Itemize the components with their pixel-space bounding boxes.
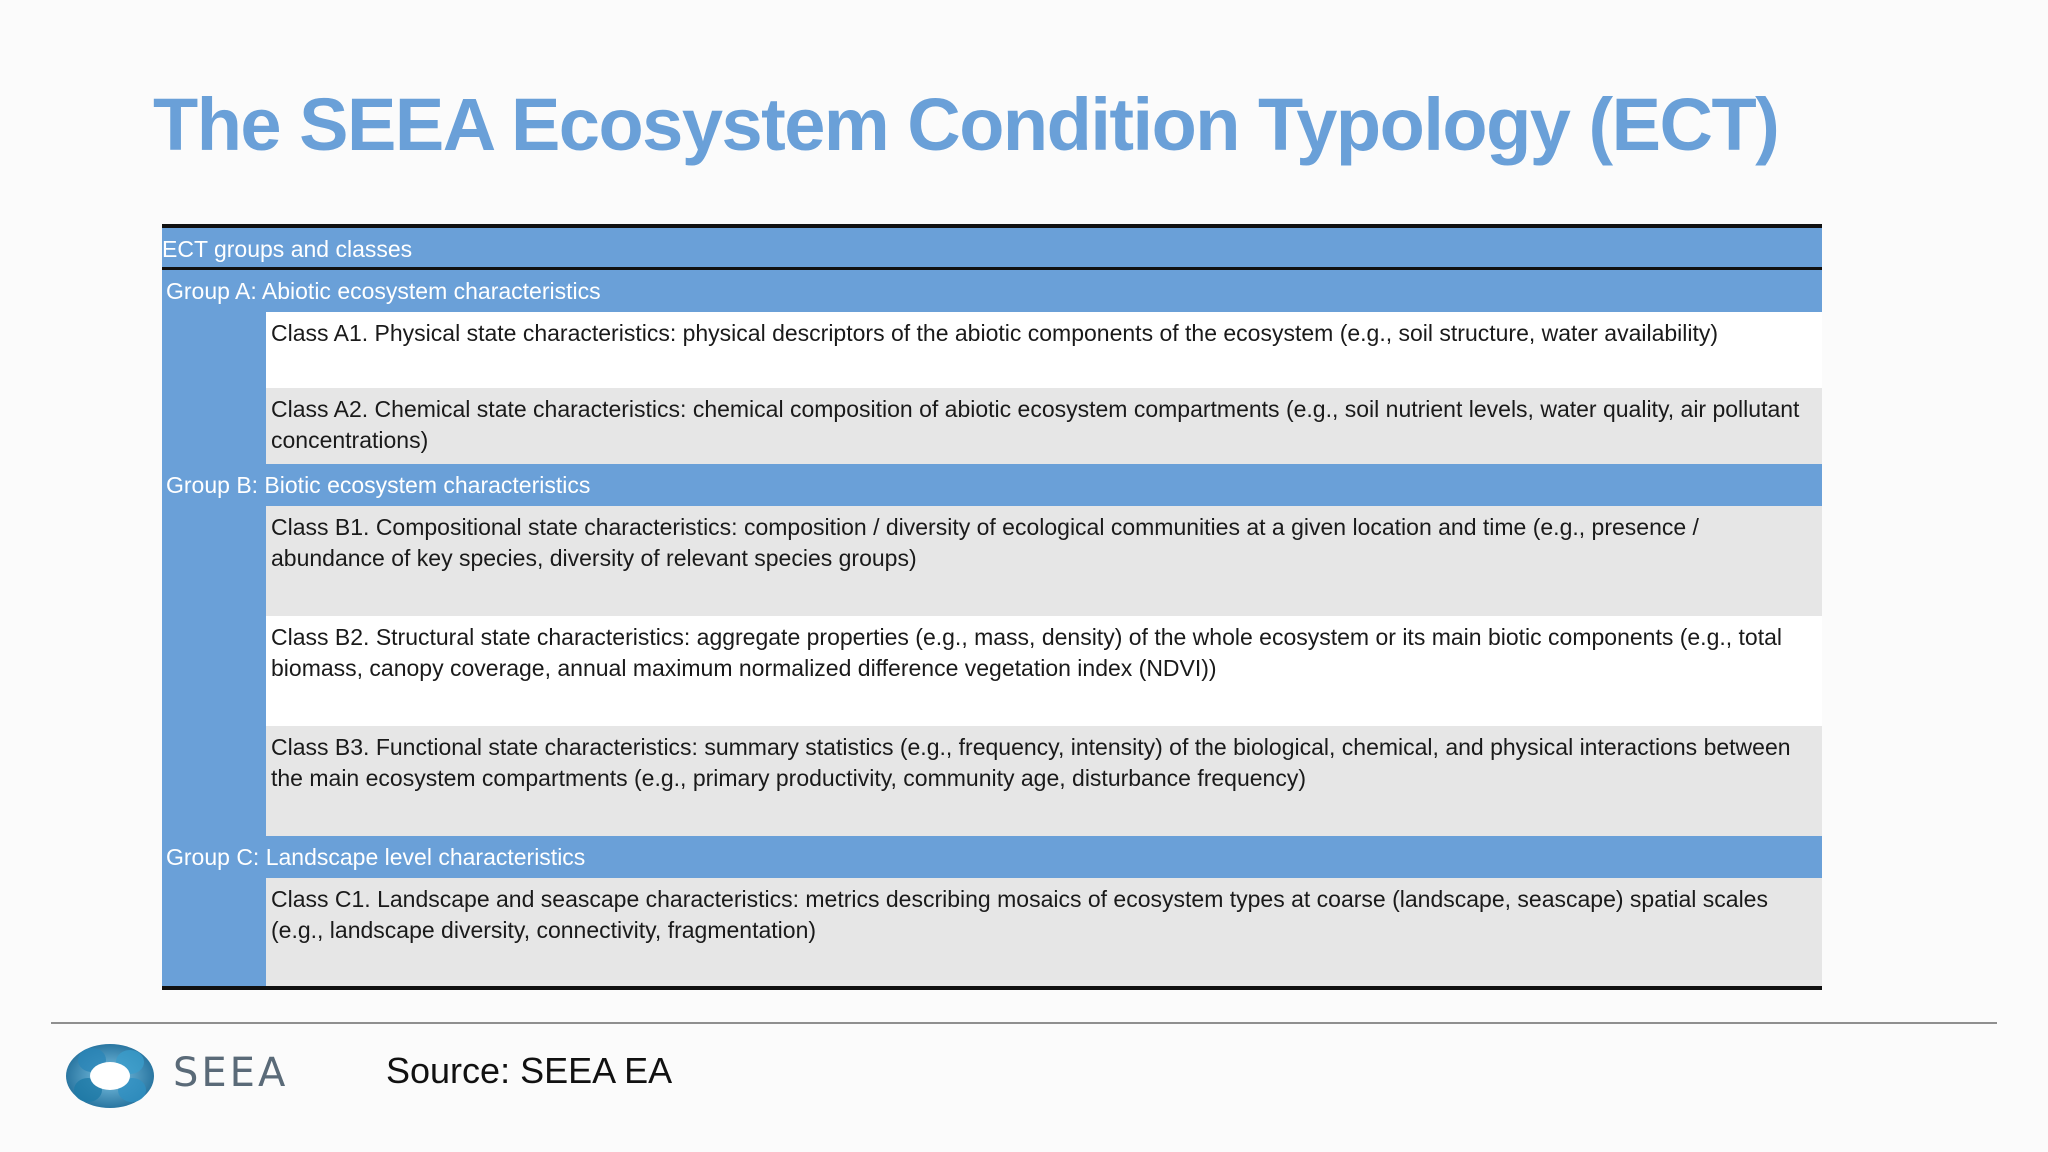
group-gutter [162,312,266,388]
class-b2-row [162,616,1822,726]
class-a2-row [162,388,1822,464]
footer-divider [51,1022,1997,1024]
source-citation: Source: SEEA EA [386,1050,673,1091]
seea-logo-icon [62,1040,158,1112]
class-b2-cell: Class B2. Structural state characteristics: aggregate properties (e.g., mass, density) of the whole ecosystem or its main biotic components (e.g., total biomass, canopy coverage, annual maximum normalized difference vegetation index (NDVI)) [266,616,1822,726]
group-gutter [162,616,266,726]
class-c1-cell: Class C1. Landscape and seascape characteristics: metrics describing mosaics of ecosystem types at coarse (landscape, seascape) spatial scales (e.g., landscape diversity, connectivity, fragmentation) [266,878,1822,986]
seea-logo-text: SEEA [173,1050,289,1096]
group-b-row: Group B: Biotic ecosystem characteristics [162,464,1822,506]
group-gutter [162,388,266,464]
class-b3-row [162,726,1822,836]
class-b3-cell: Class B3. Functional state characteristics: summary statistics (e.g., frequency, intensity) of the biological, chemical, and physical interactions between the main ecosystem compartments (e.g., primary productivity, community age, disturbance frequency) [266,726,1822,836]
ect-table [162,224,1822,990]
group-gutter [162,726,266,836]
group-a-row: Group A: Abiotic ecosystem characteristics [162,270,1822,312]
group-gutter [162,506,266,616]
slide-title: The SEEA Ecosystem Condition Typology (ECT) [153,83,1779,166]
class-c1-row [162,878,1822,986]
group-c-row: Group C: Landscape level characteristics [162,836,1822,878]
class-b1-row [162,506,1822,616]
group-gutter [162,878,266,986]
class-a2-cell: Class A2. Chemical state characteristics: chemical composition of abiotic ecosystem compartments (e.g., soil nutrient levels, water quality, air pollutant concentrations) [266,388,1822,464]
class-b1-cell: Class B1. Compositional state characteristics: composition / diversity of ecological communities at a given location and time (e.g., presence / abundance of key species, diversity of relevant species groups) [266,506,1822,616]
class-a1-row [162,312,1822,388]
table-header: ECT groups and classes [162,228,1822,270]
class-a1-cell: Class A1. Physical state characteristics: physical descriptors of the abiotic components of the ecosystem (e.g., soil structure, water availability) [266,312,1822,388]
